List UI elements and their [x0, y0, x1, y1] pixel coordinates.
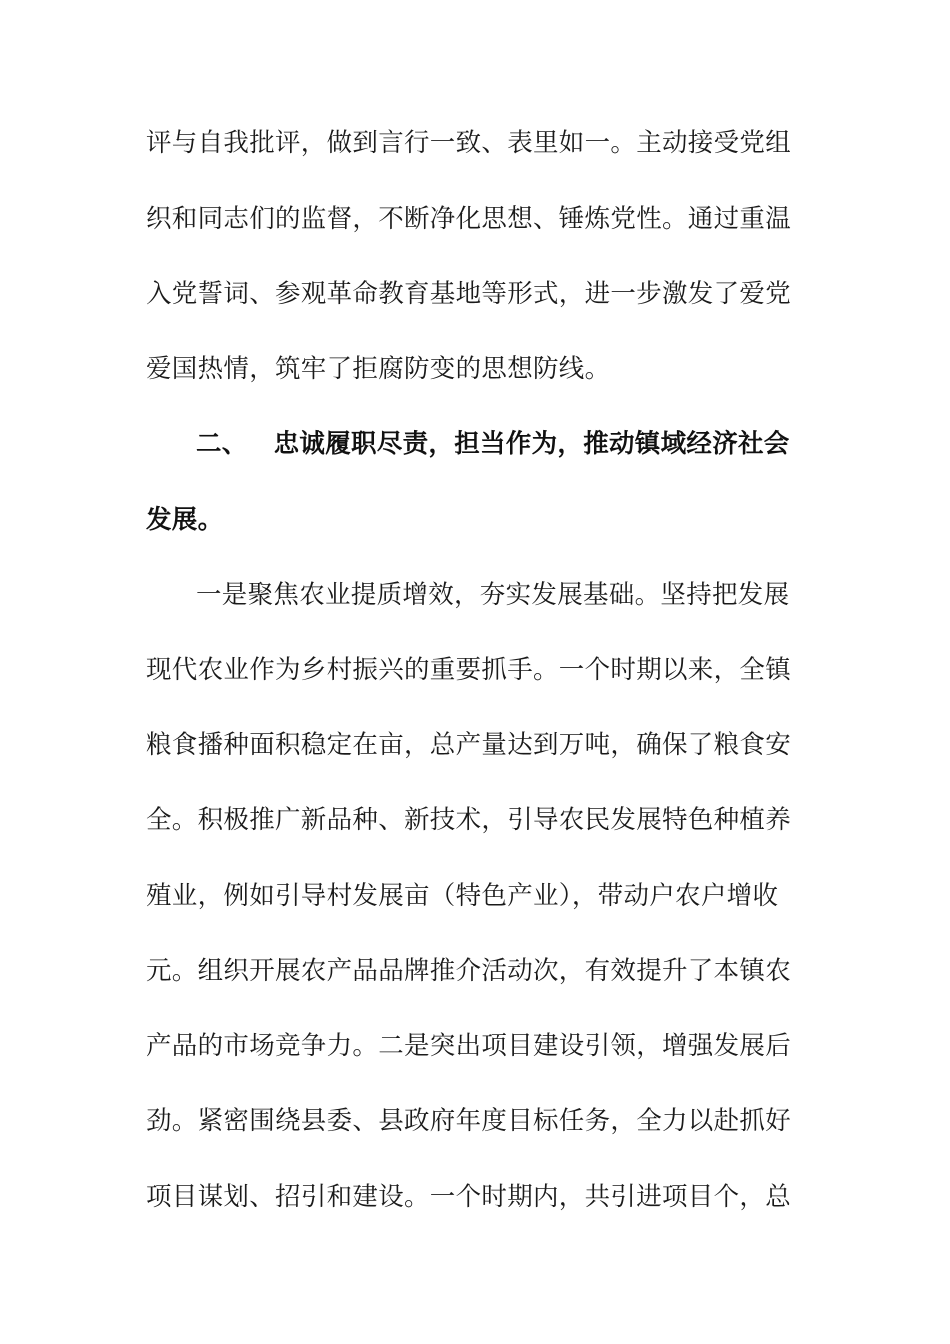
paragraph-line: 一是聚焦农业提质增效，夯实发展基础。坚持把发展 [196, 580, 790, 610]
section-heading [196, 424, 876, 464]
paragraph-line: 评与自我批评，做到言行一致、表里如一。主动接受党组 [146, 128, 792, 158]
paragraph-line: 粮食播种面积稳定在亩，总产量达到万吨，确保了粮食安 [146, 730, 792, 760]
paragraph-line: 爱国热情，筑牢了拒腐防变的思想防线。 [146, 354, 611, 384]
paragraph-line: 项目谋划、招引和建设。一个时期内，共引进项目个，总 [146, 1182, 792, 1212]
paragraph-line: 殖业，例如引导村发展亩（特色产业），带动户农户增收 [146, 881, 779, 911]
paragraph-line: 劲。紧密围绕县委、县政府年度目标任务，全力以赴抓好 [146, 1106, 792, 1136]
paragraph-line: 元。组织开展农产品品牌推介活动次，有效提升了本镇农 [146, 956, 792, 986]
paragraph-line: 产品的市场竞争力。二是突出项目建设引领，增强发展后 [146, 1031, 792, 1061]
paragraph-line: 全。积极推广新品种、新技术，引导农民发展特色种植养 [146, 805, 792, 835]
paragraph-line: 现代农业作为乡村振兴的重要抓手。一个时期以来，全镇 [146, 655, 792, 685]
paragraph-line: 织和同志们的监督，不断净化思想、锤炼党性。通过重温 [146, 204, 792, 234]
section-title: 忠诚履职尽责，担当作为，推动镇域经济社会 [273, 429, 790, 459]
section-number: 二、 [196, 429, 248, 459]
paragraph-line: 入党誓词、参观革命教育基地等形式，进一步激发了爱党 [146, 279, 792, 309]
section-heading-continuation: 发展。 [146, 505, 224, 535]
